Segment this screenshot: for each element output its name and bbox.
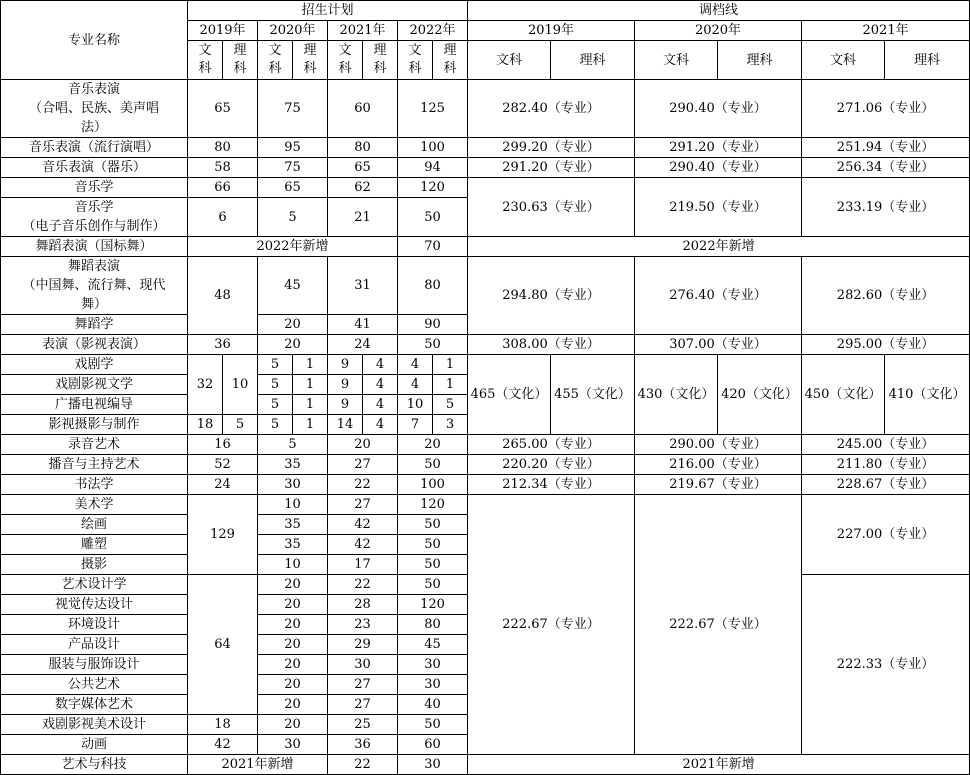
line-year-2020: 2020年 (635, 21, 802, 41)
table-row (1, 335, 970, 355)
line-2019: 220.20（专业） (468, 455, 635, 475)
ke-char: 科 (268, 61, 282, 76)
plan-2019-wen: 32 (188, 355, 223, 415)
major-name: 书法学 (1, 475, 188, 495)
name-line: 舞蹈表演 (67, 259, 120, 274)
line-year-2021: 2021年 (802, 21, 970, 41)
name-line: 法） (80, 120, 107, 135)
line-2021: 227.00（专业） (802, 495, 970, 575)
table-row (1, 475, 970, 495)
plan-2021: 22 (328, 755, 398, 775)
plan-2019: 80 (188, 138, 258, 158)
plan-2021: 27 (328, 675, 398, 695)
plan-2021-li: 4 (363, 395, 398, 415)
table-row (1, 455, 970, 475)
plan-2021: 41 (328, 315, 398, 335)
plan-2021: 21 (328, 198, 398, 237)
major-name: 录音艺术 (1, 435, 188, 455)
ke-char: 科 (443, 61, 457, 76)
major-name: 表演（影视表演） (1, 335, 188, 355)
wen-header (188, 41, 223, 80)
ke-char: 科 (373, 61, 387, 76)
major-name: 摄影 (1, 555, 188, 575)
plan-2022: 80 (398, 615, 468, 635)
line-2020-wen: 430（文化） (635, 355, 718, 435)
plan-2020-li: 1 (293, 355, 328, 375)
name-line: （中国舞、流行舞、现代 (22, 278, 166, 293)
table-row (1, 158, 970, 178)
line-2021: 233.19（专业） (802, 178, 970, 237)
plan-2021: 31 (328, 257, 398, 315)
major-name: 影视摄影与制作 (1, 415, 188, 435)
major-name (1, 257, 188, 315)
plan-2022-li: 5 (433, 395, 468, 415)
major-name: 播音与主持艺术 (1, 455, 188, 475)
wen-char: 文 (338, 43, 352, 58)
plan-2020: 20 (258, 715, 328, 735)
ke-char: 科 (408, 61, 422, 76)
plan-2019: 6 (188, 198, 258, 237)
major-name: 绘画 (1, 515, 188, 535)
plan-2022: 50 (398, 198, 468, 237)
major-name (1, 80, 188, 138)
plan-2021: 42 (328, 515, 398, 535)
line-2019: 291.20（专业） (468, 158, 635, 178)
name-line: 舞） (80, 297, 107, 312)
line-2021: 251.94（专业） (802, 138, 970, 158)
table-row (1, 178, 970, 198)
plan-2020: 20 (258, 695, 328, 715)
plan-2022-li: 1 (433, 375, 468, 395)
plan-2020: 20 (258, 675, 328, 695)
plan-2020: 65 (258, 178, 328, 198)
plan-year-2022: 2022年 (398, 21, 468, 41)
line-2020: 290.00（专业） (635, 435, 802, 455)
plan-2020: 10 (258, 495, 328, 515)
plan-2020: 95 (258, 138, 328, 158)
plan-year-2019: 2019年 (188, 21, 258, 41)
plan-2021: 62 (328, 178, 398, 198)
plan-2019: 42 (188, 735, 258, 755)
li-header (223, 41, 258, 80)
li-char: 理 (443, 43, 457, 58)
major-name: 数字媒体艺术 (1, 695, 188, 715)
plan-2022-li: 3 (433, 415, 468, 435)
line-li-header: 理科 (718, 41, 802, 80)
line-2021: 222.33（专业） (802, 575, 970, 755)
major-name: 艺术设计学 (1, 575, 188, 595)
major-name: 广播电视编导 (1, 395, 188, 415)
plan-2020: 20 (258, 655, 328, 675)
plan-2022-wen: 10 (398, 395, 433, 415)
line-note: 2022年新增 (468, 237, 970, 257)
plan-2020-li: 1 (293, 395, 328, 415)
major-name: 戏剧影视美术设计 (1, 715, 188, 735)
line-2019: 222.67（专业） (468, 495, 635, 755)
plan-2020-li: 1 (293, 415, 328, 435)
plan-2021: 22 (328, 575, 398, 595)
line-2019: 282.40（专业） (468, 80, 635, 138)
plan-2022: 50 (398, 535, 468, 555)
table-row (1, 257, 970, 315)
plan-year-2021: 2021年 (328, 21, 398, 41)
table-row (1, 495, 970, 515)
plan-2021: 28 (328, 595, 398, 615)
line-2021: 245.00（专业） (802, 435, 970, 455)
plan-2020: 20 (258, 315, 328, 335)
major-name: 视觉传达设计 (1, 595, 188, 615)
plan-2021: 24 (328, 335, 398, 355)
line-2020: 290.40（专业） (635, 80, 802, 138)
plan-2020: 35 (258, 515, 328, 535)
plan-2022: 30 (398, 655, 468, 675)
major-name: 动画 (1, 735, 188, 755)
plan-2022: 100 (398, 138, 468, 158)
line-2020: 276.40（专业） (635, 257, 802, 335)
line-2020: 307.00（专业） (635, 335, 802, 355)
name-line: （电子音乐创作与制作） (22, 219, 166, 234)
plan-2020: 75 (258, 158, 328, 178)
plan-2022: 30 (398, 675, 468, 695)
wen-header (398, 41, 433, 80)
plan-2022: 50 (398, 455, 468, 475)
plan-2020: 35 (258, 535, 328, 555)
li-char: 理 (233, 43, 247, 58)
plan-2019: 52 (188, 455, 258, 475)
plan-2021: 42 (328, 535, 398, 555)
plan-2020: 45 (258, 257, 328, 315)
plan-2022: 50 (398, 575, 468, 595)
line-2019: 299.20（专业） (468, 138, 635, 158)
plan-2021-wen: 9 (328, 375, 363, 395)
major-name: 公共艺术 (1, 675, 188, 695)
plan-2021: 20 (328, 435, 398, 455)
line-2021-wen: 450（文化） (802, 355, 885, 435)
plan-2020-wen: 5 (258, 415, 293, 435)
plan-2019: 66 (188, 178, 258, 198)
line-2020-li: 420（文化） (718, 355, 802, 435)
li-header (433, 41, 468, 80)
table-row (1, 80, 970, 138)
plan-2020: 20 (258, 615, 328, 635)
plan-2022-wen: 7 (398, 415, 433, 435)
plan-2021-wen: 9 (328, 355, 363, 375)
plan-2022: 100 (398, 475, 468, 495)
li-header (363, 41, 398, 80)
plan-2021: 65 (328, 158, 398, 178)
plan-2022: 50 (398, 335, 468, 355)
line-li-header: 理科 (885, 41, 970, 80)
ke-char: 科 (233, 61, 247, 76)
plan-2019: 64 (188, 575, 258, 715)
plan-2022-wen: 4 (398, 355, 433, 375)
plan-2020: 30 (258, 735, 328, 755)
line-2021: 271.06（专业） (802, 80, 970, 138)
table-row (1, 355, 970, 375)
major-name: 环境设计 (1, 615, 188, 635)
line-2020: 216.00（专业） (635, 455, 802, 475)
plan-2022: 30 (398, 755, 468, 775)
plan-2019-li: 5 (223, 415, 258, 435)
ke-char: 科 (198, 61, 212, 76)
line-2020: 219.67（专业） (635, 475, 802, 495)
plan-2021-wen: 9 (328, 395, 363, 415)
line-note: 2021年新增 (468, 755, 970, 775)
plan-2022: 50 (398, 715, 468, 735)
major-name: 产品设计 (1, 635, 188, 655)
line-2019: 230.63（专业） (468, 178, 635, 237)
plan-2022: 80 (398, 257, 468, 315)
ke-char: 科 (338, 61, 352, 76)
plan-2019: 58 (188, 158, 258, 178)
wen-header (258, 41, 293, 80)
plan-2021: 36 (328, 735, 398, 755)
line-2021: 295.00（专业） (802, 335, 970, 355)
plan-note: 2022年新增 (188, 237, 398, 257)
plan-2022: 40 (398, 695, 468, 715)
plan-2019: 24 (188, 475, 258, 495)
header-line: 调档线 (468, 1, 970, 21)
plan-2021-wen: 14 (328, 415, 363, 435)
major-name: 音乐表演（器乐） (1, 158, 188, 178)
plan-2021: 27 (328, 495, 398, 515)
plan-2021: 17 (328, 555, 398, 575)
plan-2019-li: 10 (223, 355, 258, 415)
line-2021: 228.67（专业） (802, 475, 970, 495)
wen-header (328, 41, 363, 80)
name-line: 音乐学 (74, 200, 114, 215)
plan-2020-wen: 5 (258, 395, 293, 415)
plan-2021: 22 (328, 475, 398, 495)
line-li-header: 理科 (551, 41, 635, 80)
name-line: （合唱、民族、美声唱 (28, 101, 159, 116)
line-wen-header: 文科 (635, 41, 718, 80)
plan-2022: 50 (398, 515, 468, 535)
line-2021: 256.34（专业） (802, 158, 970, 178)
plan-2019: 129 (188, 495, 258, 575)
plan-2022: 60 (398, 735, 468, 755)
plan-2022: 120 (398, 495, 468, 515)
plan-2021: 30 (328, 655, 398, 675)
plan-2019: 16 (188, 435, 258, 455)
major-name: 舞蹈表演（国标舞） (1, 237, 188, 257)
line-wen-header: 文科 (802, 41, 885, 80)
plan-note: 2021年新增 (188, 755, 328, 775)
plan-2020-li: 1 (293, 375, 328, 395)
plan-2020: 30 (258, 475, 328, 495)
major-name: 服装与服饰设计 (1, 655, 188, 675)
line-wen-header: 文科 (468, 41, 551, 80)
plan-2022-wen: 4 (398, 375, 433, 395)
major-name: 戏剧学 (1, 355, 188, 375)
major-name: 舞蹈学 (1, 315, 188, 335)
plan-2022: 70 (398, 237, 468, 257)
plan-2022: 94 (398, 158, 468, 178)
table-row (1, 237, 970, 257)
plan-2022: 50 (398, 555, 468, 575)
plan-2020: 20 (258, 335, 328, 355)
plan-2020: 20 (258, 575, 328, 595)
plan-2020-wen: 5 (258, 375, 293, 395)
major-name: 戏剧影视文学 (1, 375, 188, 395)
line-2019: 265.00（专业） (468, 435, 635, 455)
plan-2019-wen: 18 (188, 415, 223, 435)
major-name: 音乐学 (1, 178, 188, 198)
plan-2021: 27 (328, 695, 398, 715)
plan-2019: 36 (188, 335, 258, 355)
plan-2021: 80 (328, 138, 398, 158)
wen-char: 文 (198, 43, 212, 58)
line-2019: 308.00（专业） (468, 335, 635, 355)
plan-2021-li: 4 (363, 415, 398, 435)
plan-2022: 45 (398, 635, 468, 655)
plan-2022: 125 (398, 80, 468, 138)
line-2019: 294.80（专业） (468, 257, 635, 335)
wen-char: 文 (408, 43, 422, 58)
line-2020: 222.67（专业） (635, 495, 802, 755)
major-name (1, 198, 188, 237)
header-plan: 招生计划 (188, 1, 468, 21)
plan-2020: 35 (258, 455, 328, 475)
plan-2021: 25 (328, 715, 398, 735)
major-name: 音乐表演（流行演唱） (1, 138, 188, 158)
line-2020: 291.20（专业） (635, 138, 802, 158)
line-2019: 212.34（专业） (468, 475, 635, 495)
plan-2020: 5 (258, 435, 328, 455)
plan-2022: 120 (398, 595, 468, 615)
plan-2019: 48 (188, 257, 258, 335)
table-row (1, 435, 970, 455)
line-2021-li: 410（文化） (885, 355, 970, 435)
wen-char: 文 (268, 43, 282, 58)
plan-2019: 65 (188, 80, 258, 138)
plan-2022: 120 (398, 178, 468, 198)
major-name: 雕塑 (1, 535, 188, 555)
line-2020: 290.40（专业） (635, 158, 802, 178)
plan-2021-li: 4 (363, 355, 398, 375)
plan-2021: 27 (328, 455, 398, 475)
plan-2020: 5 (258, 198, 328, 237)
header-major-name: 专业名称 (1, 1, 188, 80)
table-row (1, 138, 970, 158)
plan-2021-li: 4 (363, 375, 398, 395)
line-2021: 282.60（专业） (802, 257, 970, 335)
plan-2020-wen: 5 (258, 355, 293, 375)
plan-2021: 29 (328, 635, 398, 655)
plan-2021: 23 (328, 615, 398, 635)
line-year-2019: 2019年 (468, 21, 635, 41)
plan-2019: 18 (188, 715, 258, 735)
li-header (293, 41, 328, 80)
plan-2020: 20 (258, 595, 328, 615)
line-2021: 211.80（专业） (802, 455, 970, 475)
line-2019-li: 455（文化） (551, 355, 635, 435)
major-name: 美术学 (1, 495, 188, 515)
table-row (1, 755, 970, 775)
line-2019-wen: 465（文化） (468, 355, 551, 435)
ke-char: 科 (303, 61, 317, 76)
plan-year-2020: 2020年 (258, 21, 328, 41)
plan-2022: 20 (398, 435, 468, 455)
plan-2020: 20 (258, 635, 328, 655)
plan-2022-li: 1 (433, 355, 468, 375)
li-char: 理 (373, 43, 387, 58)
plan-2021: 60 (328, 80, 398, 138)
plan-2020: 10 (258, 555, 328, 575)
plan-2022: 90 (398, 315, 468, 335)
name-line: 音乐表演 (67, 82, 120, 97)
plan-2020: 75 (258, 80, 328, 138)
li-char: 理 (303, 43, 317, 58)
major-name: 艺术与科技 (1, 755, 188, 775)
line-2020: 219.50（专业） (635, 178, 802, 237)
